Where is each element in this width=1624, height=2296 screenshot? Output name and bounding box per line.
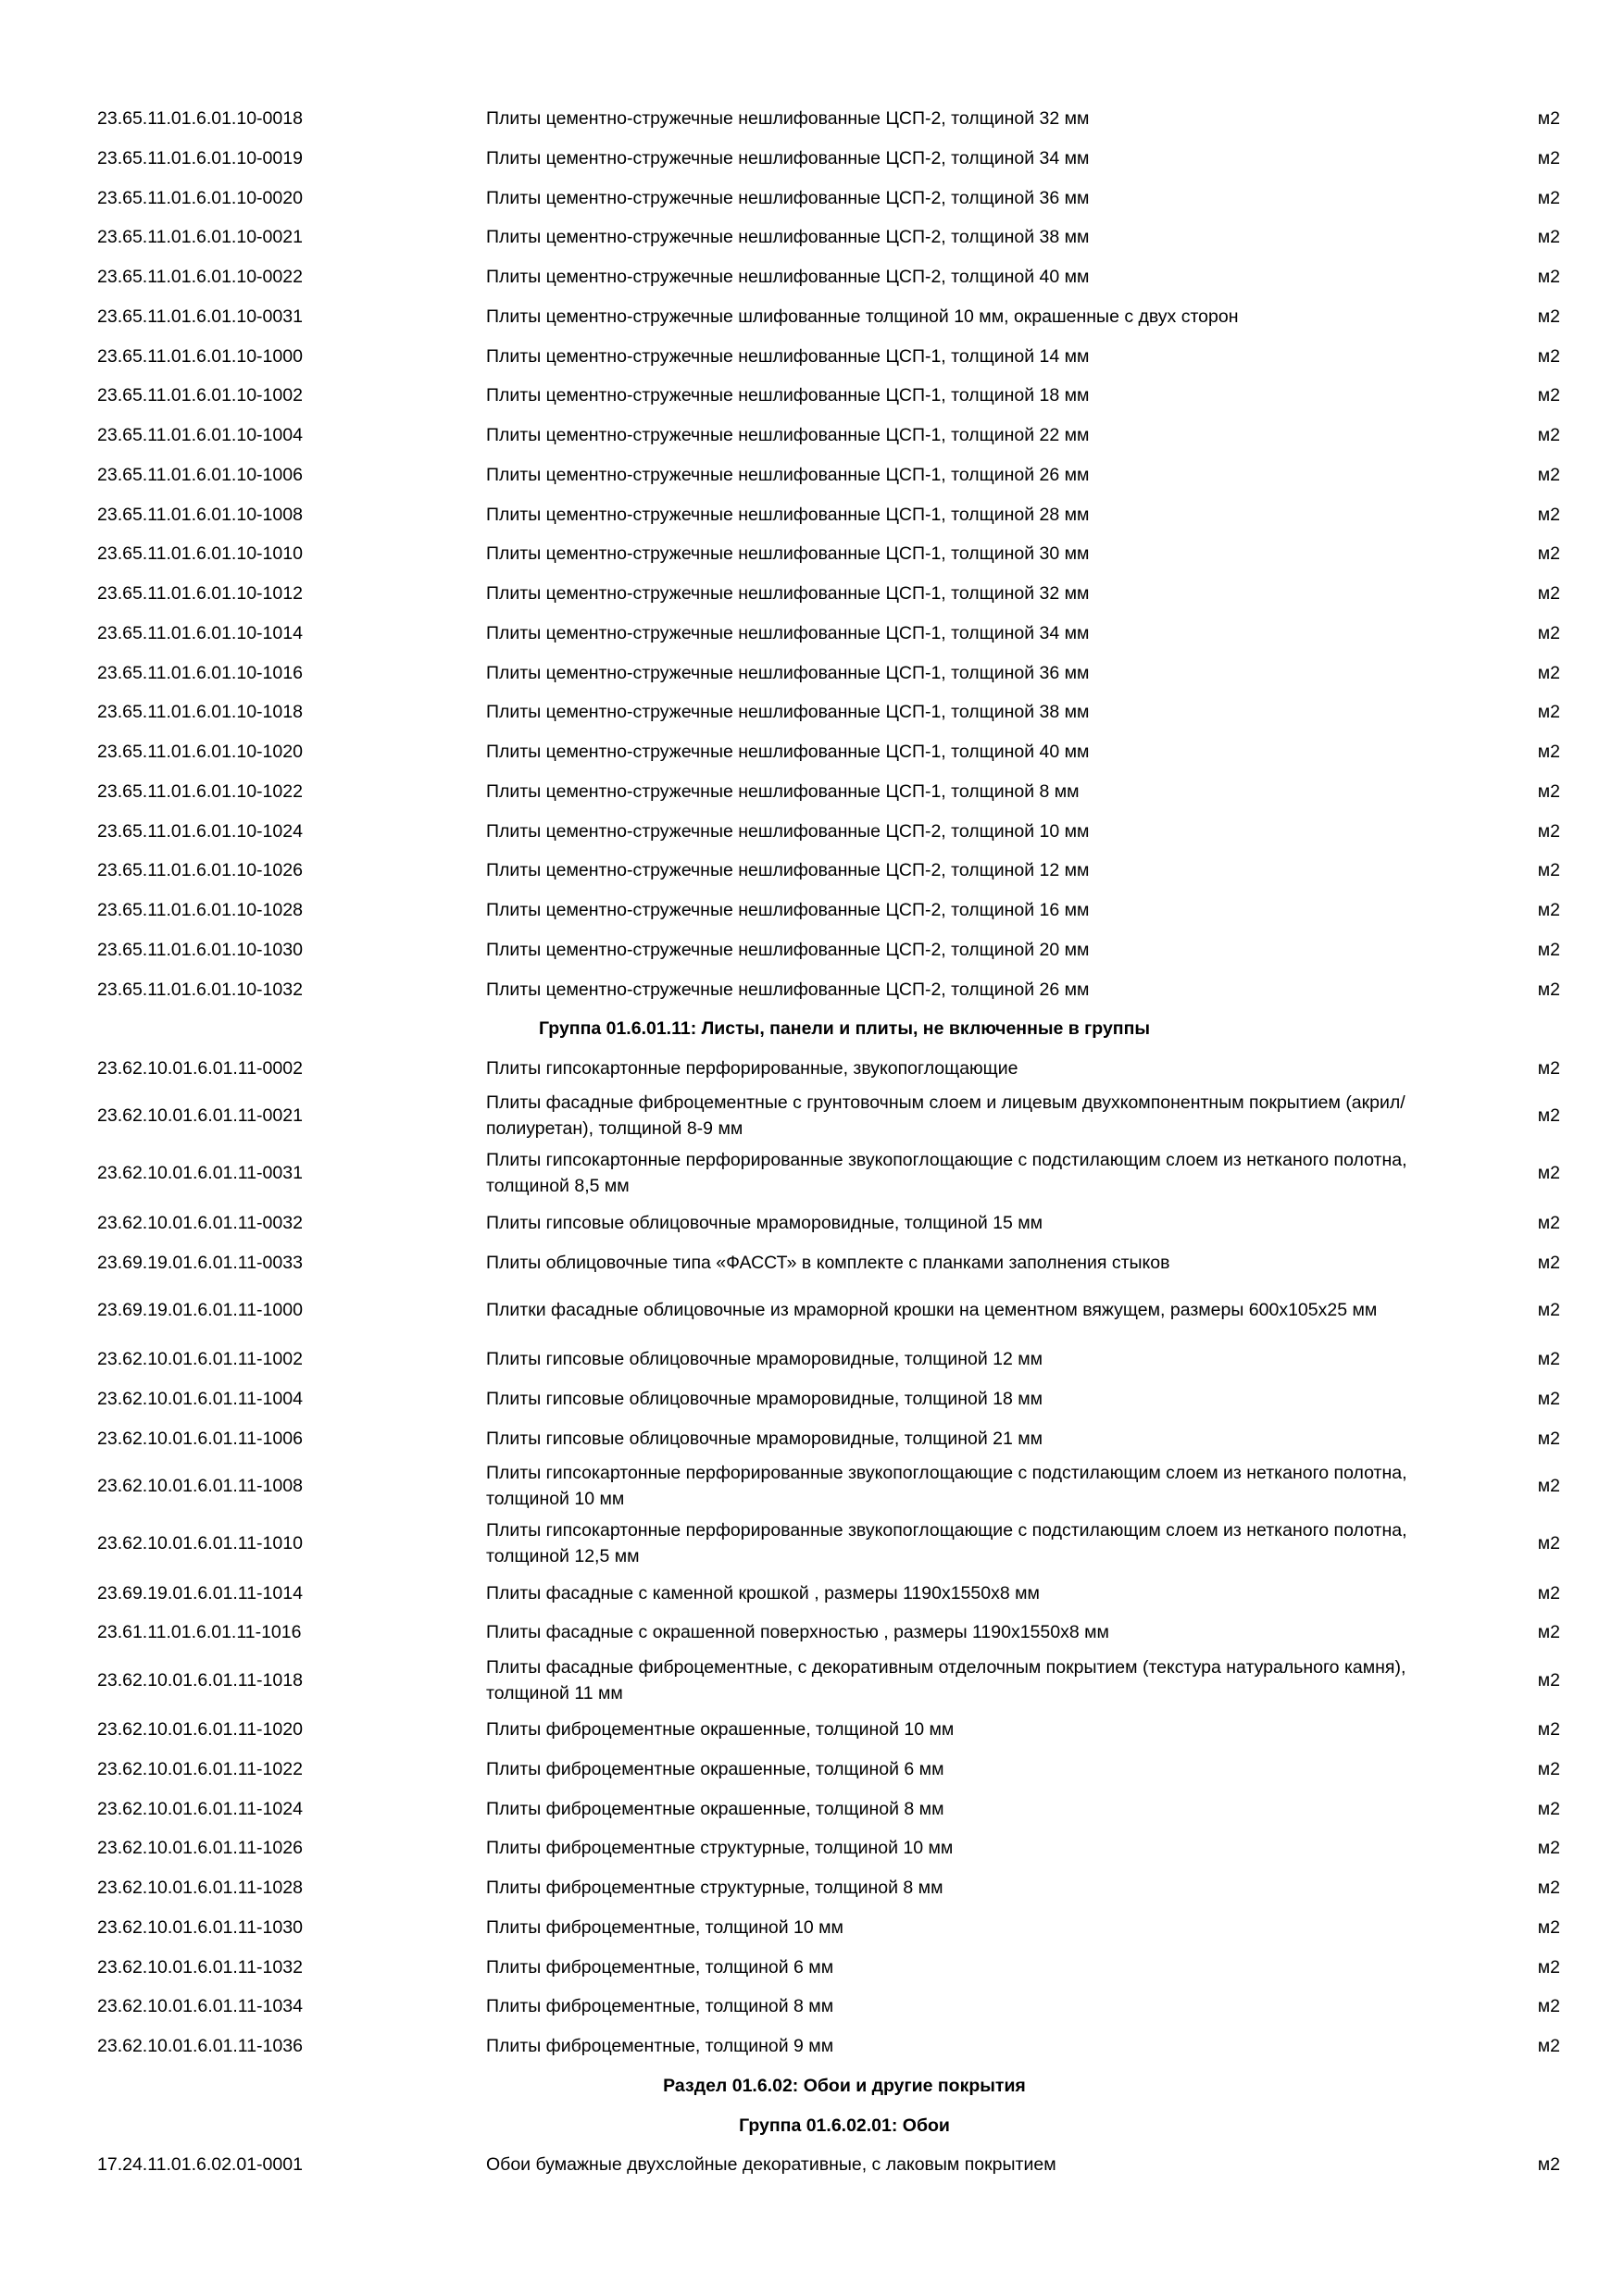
row-name: Плиты гипсокартонные перфорированные звукопоглощающие с подстилающим слоем из нетканого полотна, толщиной 10 мм — [486, 1463, 1407, 1510]
row-name: Плиты цементно-стружечные нешлифованные ЦСП-2, толщиной 12 мм — [486, 860, 1090, 881]
row-code: 23.65.11.01.6.01.10-0021 — [97, 227, 303, 248]
row-unit: м2 — [1537, 345, 1560, 367]
row-unit: м2 — [1537, 2154, 1560, 2176]
row-code: 23.69.19.01.6.01.11-0033 — [97, 1252, 303, 1273]
row-name: Плиты фиброцементные структурные, толщиной 10 мм — [486, 1838, 954, 1859]
row-name: Плиты гипсокартонные перфорированные, звукопоглощающие — [486, 1058, 1018, 1079]
row-name: Плиты фиброцементные, толщиной 6 мм — [486, 1956, 834, 1978]
row-unit: м2 — [1537, 1798, 1560, 1819]
table-row — [97, 857, 1560, 883]
row-code: 23.62.10.01.6.01.11-1028 — [97, 1878, 303, 1898]
row-code: 23.65.11.01.6.01.10-1014 — [97, 622, 303, 643]
row-name: Плиты цементно-стружечные нешлифованные ЦСП-1, толщиной 30 мм — [486, 543, 1090, 565]
row-name: Плиты цементно-стружечные нешлифованные ЦСП-1, толщиной 32 мм — [486, 583, 1090, 604]
row-unit: м2 — [1537, 702, 1560, 723]
row-code: 17.24.11.01.6.02.01-0001 — [97, 2154, 303, 2176]
row-name: Плиты фиброцементные, толщиной 8 мм — [486, 1996, 834, 2017]
row-name: Плиты гипсовые облицовочные мрамoровидные, толщиной 15 мм — [486, 1212, 1043, 1233]
row-code: 23.62.10.01.6.01.11-0002 — [97, 1058, 303, 1079]
table-row — [97, 1517, 1560, 1569]
row-code: 23.62.10.01.6.01.11-0031 — [97, 1163, 303, 1184]
table-row — [97, 1210, 1560, 1236]
row-unit: м2 — [1537, 1163, 1560, 1184]
row-code: 23.62.10.01.6.01.11-1002 — [97, 1349, 303, 1370]
row-code: 23.65.11.01.6.01.10-1030 — [97, 939, 303, 960]
table-row — [97, 1147, 1560, 1199]
row-unit: м2 — [1537, 1058, 1560, 1079]
row-code: 23.65.11.01.6.01.10-0020 — [97, 187, 303, 208]
row-name: Плиты цементно-стружечные нешлифованные ЦСП-2, толщиной 20 мм — [486, 939, 1090, 960]
row-unit: м2 — [1537, 1622, 1560, 1643]
table-row — [97, 1346, 1560, 1372]
table-row — [97, 382, 1560, 408]
row-unit: м2 — [1537, 1956, 1560, 1978]
row-unit: м2 — [1537, 227, 1560, 248]
row-code: 23.62.10.01.6.01.11-1034 — [97, 1996, 303, 2017]
row-name: Плиты гипсокартонные перфорированные звукопоглощающие с подстилающим слоем из нетканого полотна, толщиной 12,5 мм — [486, 1520, 1407, 1567]
row-unit: м2 — [1537, 504, 1560, 525]
row-code: 23.65.11.01.6.01.10-1022 — [97, 780, 303, 802]
row-code: 23.62.10.01.6.01.11-1008 — [97, 1476, 303, 1497]
table-row — [97, 1875, 1560, 1901]
row-code: 23.65.11.01.6.01.10-1008 — [97, 504, 303, 525]
table-row — [97, 1756, 1560, 1782]
row-code: 23.62.10.01.6.01.11-1006 — [97, 1428, 303, 1449]
table-row — [97, 1993, 1560, 2019]
row-code: 23.65.11.01.6.01.10-1032 — [97, 979, 303, 1000]
row-unit: м2 — [1537, 1428, 1560, 1449]
row-name: Плиты фиброцементные окрашенные, толщиной 10 мм — [486, 1719, 955, 1740]
table-row — [97, 422, 1560, 448]
table-row — [97, 897, 1560, 923]
row-name: Плиты фиброцементные структурные, толщиной 8 мм — [486, 1878, 943, 1898]
row-unit: м2 — [1537, 979, 1560, 1000]
row-unit: м2 — [1537, 1669, 1560, 1691]
row-name: Плиты цементно-стружечные нешлифованные ЦСП-1, толщиной 14 мм — [486, 345, 1090, 367]
row-unit: м2 — [1537, 385, 1560, 406]
row-unit: м2 — [1537, 939, 1560, 960]
row-name: Плиты цементно-стружечные нешлифованные ЦСП-1, толщиной 8 мм — [486, 780, 1080, 802]
row-unit: м2 — [1537, 742, 1560, 762]
section-header: Группа 01.6.01.11: Листы, панели и плиты, не включенные в группы — [538, 1018, 1151, 1040]
row-code: 23.62.10.01.6.01.11-1032 — [97, 1956, 303, 1978]
table-row — [97, 977, 1560, 1003]
row-unit: м2 — [1537, 1582, 1560, 1603]
row-unit: м2 — [1537, 464, 1560, 485]
row-code: 23.65.11.01.6.01.10-1020 — [97, 742, 303, 762]
table-row — [97, 739, 1560, 765]
row-unit: м2 — [1537, 1349, 1560, 1370]
row-name: Плиты цементно-стружечные нешлифованные ЦСП-2, толщиной 32 мм — [486, 108, 1090, 129]
table-row — [97, 779, 1560, 805]
row-unit: м2 — [1537, 1838, 1560, 1859]
row-code: 23.65.11.01.6.01.10-0019 — [97, 147, 303, 168]
row-unit: м2 — [1537, 147, 1560, 168]
table-row — [97, 541, 1560, 567]
table-row — [97, 462, 1560, 488]
table-row — [97, 304, 1560, 330]
row-unit: м2 — [1537, 425, 1560, 445]
row-name: Плиты гипсовые облицовочные мрамoровидные, толщиной 18 мм — [486, 1389, 1043, 1409]
row-name: Плитки фасадные облицовочные из мраморной крошки на цементном вяжущем, размеры 600х105х25 мм — [486, 1299, 1378, 1320]
row-code: 23.65.11.01.6.01.10-0022 — [97, 267, 303, 287]
row-name: Плиты облицовочные типа «ФАССТ» в комплекте с планками заполнения стыков — [486, 1252, 1170, 1273]
row-unit: м2 — [1537, 1476, 1560, 1497]
row-name: Плиты цементно-стружечные нешлифованные ЦСП-2, толщиной 38 мм — [486, 227, 1090, 248]
row-name: Плиты цементно-стружечные нешлифованные ЦСП-1, толщиной 22 мм — [486, 425, 1090, 445]
row-name: Плиты цементно-стружечные нешлифованные ЦСП-1, толщиной 38 мм — [486, 702, 1090, 723]
row-name: Обои бумажные двухслойные декоративные, с лаковым покрытием — [486, 2154, 1056, 2176]
row-unit: м2 — [1537, 662, 1560, 683]
row-name: Плиты цементно-стружечные нешлифованные ЦСП-1, толщиной 40 мм — [486, 742, 1090, 762]
row-unit: м2 — [1537, 1252, 1560, 1273]
row-unit: м2 — [1537, 1105, 1560, 1127]
table-row — [97, 106, 1560, 131]
row-code: 23.62.10.01.6.01.11-1020 — [97, 1719, 303, 1740]
row-name: Плиты цементно-стружечные нешлифованные ЦСП-1, толщиной 28 мм — [486, 504, 1090, 525]
table-row — [97, 1460, 1560, 1512]
row-name: Плиты гипсокартонные перфорированные звукопоглощающие с подстилающим слоем из нетканого полотна, толщиной 8,5 мм — [486, 1150, 1407, 1197]
row-unit: м2 — [1537, 1916, 1560, 1938]
table-row — [97, 1250, 1560, 1276]
row-name: Плиты цементно-стружечные нешлифованные ЦСП-2, толщиной 26 мм — [486, 979, 1090, 1000]
table-row — [97, 1716, 1560, 1742]
row-code: 23.61.11.01.6.01.11-1016 — [97, 1622, 302, 1643]
row-code: 23.62.10.01.6.01.11-1004 — [97, 1389, 303, 1409]
row-code: 23.65.11.01.6.01.10-0031 — [97, 306, 303, 327]
row-name: Плиты фиброцементные окрашенные, толщиной 6 мм — [486, 1758, 944, 1779]
table-row — [97, 1835, 1560, 1861]
row-code: 23.65.11.01.6.01.10-1012 — [97, 583, 303, 604]
row-name: Плиты цементно-стружечные нешлифованные ЦСП-2, толщиной 36 мм — [486, 187, 1090, 208]
table-row — [97, 580, 1560, 606]
table-row — [97, 699, 1560, 725]
row-unit: м2 — [1537, 543, 1560, 565]
row-unit: м2 — [1537, 267, 1560, 287]
row-unit: м2 — [1537, 1719, 1560, 1740]
section-header: Группа 01.6.02.01: Обои — [739, 2115, 950, 2136]
table-row — [97, 1386, 1560, 1412]
row-unit: м2 — [1537, 2036, 1560, 2056]
row-unit: м2 — [1537, 1389, 1560, 1409]
table-row — [97, 264, 1560, 290]
row-code: 23.62.10.01.6.01.11-1036 — [97, 2036, 303, 2056]
table-row — [97, 1426, 1560, 1452]
row-code: 23.62.10.01.6.01.11-1022 — [97, 1758, 303, 1779]
table-row — [97, 185, 1560, 211]
table-row — [97, 145, 1560, 171]
row-name: Плиты цементно-стружечные шлифованные толщиной 10 мм, окрашенные с двух сторон — [486, 306, 1239, 327]
row-code: 23.62.10.01.6.01.11-1010 — [97, 1533, 303, 1554]
row-unit: м2 — [1537, 1758, 1560, 1779]
row-name: Плиты фасадные с окрашенной поверхностью , размеры 1190х1550х8 мм — [486, 1622, 1109, 1643]
row-unit: м2 — [1537, 1299, 1560, 1320]
row-unit: м2 — [1537, 187, 1560, 208]
row-name: Плиты цементно-стружечные нешлифованные ЦСП-1, толщиной 34 мм — [486, 622, 1090, 643]
table-row — [97, 224, 1560, 250]
row-unit: м2 — [1537, 780, 1560, 802]
row-name: Плиты фиброцементные, толщиной 9 мм — [486, 2036, 834, 2056]
row-unit: м2 — [1537, 306, 1560, 327]
table-row — [97, 1580, 1560, 1606]
row-name: Плиты гипсовые облицовочные мрамoровидные, толщиной 21 мм — [486, 1428, 1043, 1449]
row-name: Плиты цементно-стружечные нешлифованные ЦСП-2, толщиной 16 мм — [486, 900, 1090, 920]
row-code: 23.69.19.01.6.01.11-1014 — [97, 1582, 303, 1603]
row-name: Плиты фиброцементные, толщиной 10 мм — [486, 1916, 843, 1938]
table-row — [97, 937, 1560, 963]
table-row — [97, 2033, 1560, 2059]
row-code: 23.65.11.01.6.01.10-1010 — [97, 543, 303, 565]
table-row — [97, 2152, 1560, 2177]
table-row — [97, 660, 1560, 686]
row-code: 23.65.11.01.6.01.10-1000 — [97, 345, 303, 367]
row-code: 23.62.10.01.6.01.11-1030 — [97, 1916, 303, 1938]
table-row — [97, 343, 1560, 369]
row-code: 23.65.11.01.6.01.10-1002 — [97, 385, 303, 406]
row-name: Плиты фасадные фиброцементные, с декоративным отделочным покрытием (текстура натурального камня), толщиной 11 мм — [486, 1656, 1406, 1703]
table-row — [97, 1619, 1560, 1645]
row-unit: м2 — [1537, 108, 1560, 129]
row-unit: м2 — [1537, 900, 1560, 920]
section-header: Раздел 01.6.02: Обои и другие покрытия — [663, 2075, 1026, 2096]
row-unit: м2 — [1537, 1533, 1560, 1554]
table-row — [97, 1915, 1560, 1940]
row-unit: м2 — [1537, 1996, 1560, 2017]
row-code: 23.65.11.01.6.01.10-1006 — [97, 464, 303, 485]
row-unit: м2 — [1537, 583, 1560, 604]
table-row — [97, 1654, 1560, 1706]
table-row — [97, 818, 1560, 844]
row-unit: м2 — [1537, 622, 1560, 643]
row-name: Плиты фиброцементные окрашенные, толщиной 8 мм — [486, 1798, 944, 1819]
row-unit: м2 — [1537, 820, 1560, 842]
table-row — [97, 1090, 1560, 1142]
row-name: Плиты цементно-стружечные нешлифованные ЦСП-2, толщиной 40 мм — [486, 267, 1090, 287]
table-row — [97, 620, 1560, 646]
row-name: Плиты цементно-стружечные нешлифованные ЦСП-2, толщиной 10 мм — [486, 820, 1090, 842]
row-name: Плиты цементно-стружечные нешлифованные ЦСП-1, толщиной 26 мм — [486, 464, 1090, 485]
row-code: 23.62.10.01.6.01.11-1018 — [97, 1669, 303, 1691]
row-code: 23.65.11.01.6.01.10-1018 — [97, 702, 303, 723]
row-name: Плиты фасадные фиброцементные с грунтовочным слоем и лицевым двухкомпонентным покрытием (акрил/полиуретан), толщиной 8-9 мм — [486, 1092, 1405, 1140]
row-code: 23.65.11.01.6.01.10-1026 — [97, 860, 303, 881]
row-code: 23.65.11.01.6.01.10-0018 — [97, 108, 303, 129]
row-name: Плиты цементно-стружечные нешлифованные ЦСП-1, толщиной 36 мм — [486, 662, 1090, 683]
row-name: Плиты гипсовые облицовочные мрамoровидные, толщиной 12 мм — [486, 1349, 1043, 1370]
row-code: 23.62.10.01.6.01.11-0032 — [97, 1212, 303, 1233]
table-row — [97, 502, 1560, 528]
row-name: Плиты цементно-стружечные нешлифованные ЦСП-1, толщиной 18 мм — [486, 385, 1090, 406]
table-row — [97, 1055, 1560, 1081]
row-code: 23.65.11.01.6.01.10-1024 — [97, 820, 303, 842]
row-code: 23.62.10.01.6.01.11-1024 — [97, 1798, 303, 1819]
row-unit: м2 — [1537, 1878, 1560, 1898]
table-row — [97, 1954, 1560, 1980]
row-code: 23.65.11.01.6.01.10-1028 — [97, 900, 303, 920]
table-row — [97, 1796, 1560, 1822]
table-row — [97, 1284, 1560, 1336]
row-code: 23.69.19.01.6.01.11-1000 — [97, 1299, 303, 1320]
row-code: 23.65.11.01.6.01.10-1016 — [97, 662, 303, 683]
row-unit: м2 — [1537, 860, 1560, 881]
row-code: 23.62.10.01.6.01.11-0021 — [97, 1105, 303, 1127]
row-code: 23.62.10.01.6.01.11-1026 — [97, 1838, 303, 1859]
row-unit: м2 — [1537, 1212, 1560, 1233]
row-name: Плиты фасадные с каменной крошкой , размеры 1190х1550х8 мм — [486, 1582, 1040, 1603]
row-code: 23.65.11.01.6.01.10-1004 — [97, 425, 303, 445]
row-name: Плиты цементно-стружечные нешлифованные ЦСП-2, толщиной 34 мм — [486, 147, 1090, 168]
